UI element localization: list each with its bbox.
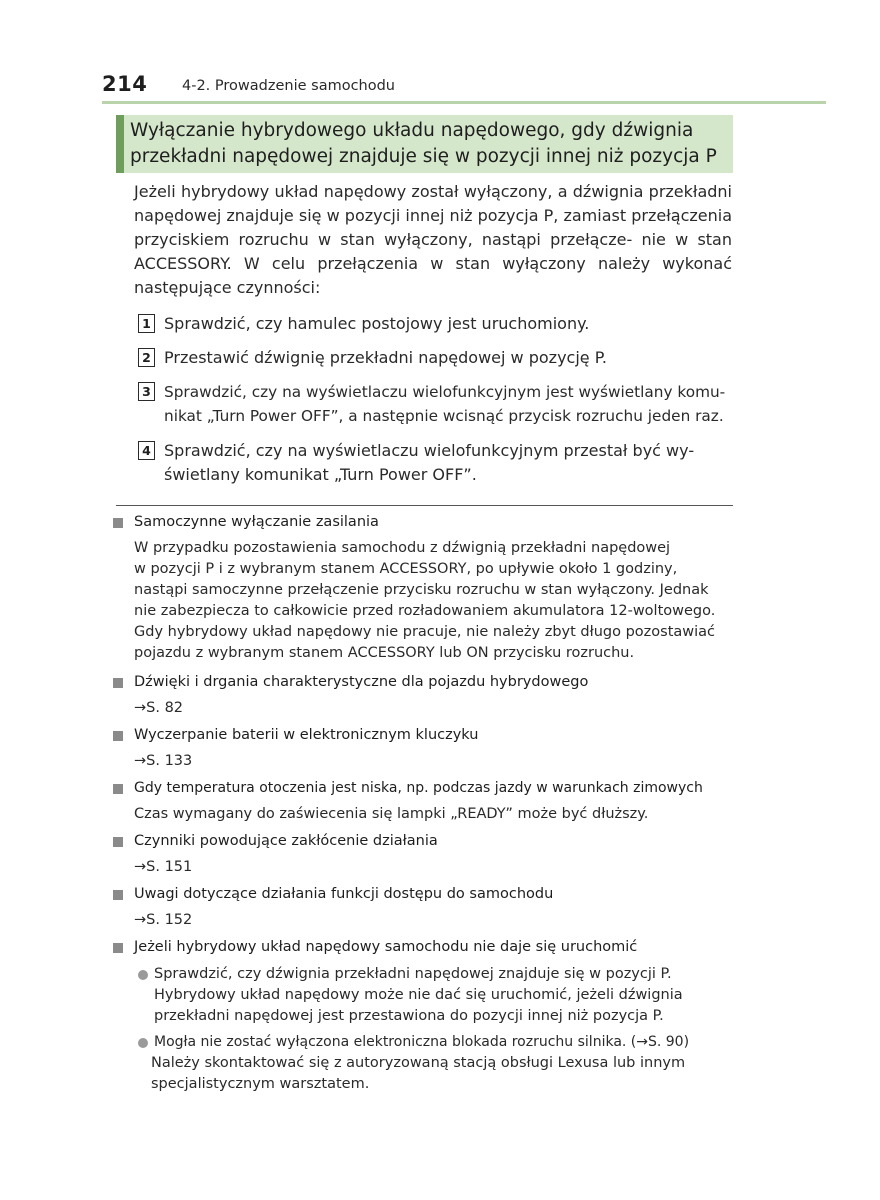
note-cold: [113, 778, 735, 825]
section-title-line-1: Wyłączanie hybrydowego układu napędowego, gdy dźwignia: [130, 120, 694, 141]
page-reference: →S. 151: [134, 859, 193, 875]
square-bullet-icon: [113, 678, 123, 688]
step-text: nikat „Turn Power OFF”, a następnie wcisnąć przycisk rozruchu jeden raz.: [164, 407, 724, 425]
step-text: Sprawdzić, czy na wyświetlaczu wielofunkcyjnym przestał być wy-: [164, 441, 695, 460]
bullet-line: Mogła nie zostać wyłączona elektroniczna blokada rozruchu silnika. (→S. 90): [154, 1034, 690, 1050]
step-3: [138, 380, 734, 428]
note-line: W przypadku pozostawienia samochodu z dźwignią przekładni napędowej: [134, 540, 671, 556]
square-bullet-icon: [113, 890, 123, 900]
chapter-title: 4-2. Prowadzenie samochodu: [182, 78, 395, 94]
square-bullet-icon: [113, 731, 123, 741]
intro-paragraph: Jeżeli hybrydowy układ napędowy został wyłączony, a dźwignia przekładni napędowej znajduje się w pozycji innej niż pozycja P, zamiast przełączenia przyciskiem rozruchu w stan wyłączony, nastąpi przełącze- nie w stan ACCESSORY. W celu przełączenia w stan wyłączony należy wykonać następujące czynności:: [134, 182, 732, 297]
step-number-box: 3: [138, 382, 155, 401]
note-line: Czas wymagany do zaświecenia się lampki „READY” może być dłuższy.: [134, 806, 649, 822]
square-bullet-icon: [113, 943, 123, 953]
note-line: Gdy hybrydowy układ napędowy nie pracuje, nie należy zbyt długo pozostawiać: [134, 624, 716, 640]
note-line: nie zabezpiecza to całkowicie przed rozładowaniem akumulatora 12-woltowego.: [134, 603, 716, 619]
round-bullet-icon: [138, 1038, 148, 1048]
note-heading: Jeżeli hybrydowy układ napędowy samochodu nie daje się uruchomić: [134, 939, 638, 955]
page-number: 214: [102, 72, 148, 96]
note-heading: Samoczynne wyłączanie zasilania: [134, 514, 379, 530]
step-2: [138, 346, 734, 370]
note-auto-off: [113, 512, 735, 664]
square-bullet-icon: [113, 784, 123, 794]
note-line: w pozycji P i z wybranym stanem ACCESSORY, po upływie około 1 godziny,: [134, 561, 678, 577]
note-interference: [113, 831, 735, 878]
section-title: [130, 118, 730, 170]
step-4: [138, 439, 734, 487]
step-number-box: 4: [138, 441, 155, 460]
bullet-item: [136, 964, 733, 1027]
step-text: Przestawić dźwignię przekładni napędowej w pozycję P.: [164, 348, 607, 367]
bullet-line: Hybrydowy układ napędowy może nie dać się uruchomić, jeżeli dźwignia: [154, 987, 683, 1003]
step-number-box: 1: [138, 314, 155, 333]
section-accent-bar: [116, 115, 124, 173]
bullet-line: specjalistycznym warsztatem.: [151, 1076, 370, 1092]
note-no-start: [113, 937, 735, 958]
bullet-line: przekładni napędowej jest przestawiona do pozycji innej niż pozycja P.: [154, 1008, 664, 1024]
bullet-line: Sprawdzić, czy dźwignia przekładni napędowej znajduje się w pozycji P.: [154, 966, 672, 982]
round-bullet-icon: [138, 970, 148, 980]
note-battery: [113, 725, 735, 772]
page-reference: →S. 82: [134, 700, 184, 716]
note-heading: Gdy temperatura otoczenia jest niska, np. podczas jazdy w warunkach zimowych: [134, 780, 703, 796]
note-heading: Uwagi dotyczące działania funkcji dostępu do samochodu: [134, 886, 554, 902]
bullet-line: Należy skontaktować się z autoryzowaną stacją obsługi Lexusa lub innym: [151, 1055, 686, 1071]
bullet-item: [136, 1032, 733, 1095]
step-text: świetlany komunikat „Turn Power OFF”.: [164, 465, 477, 484]
square-bullet-icon: [113, 837, 123, 847]
note-line: pojazdu z wybranym stanem ACCESSORY lub ON przycisku rozruchu.: [134, 645, 635, 661]
note-heading: Wyczerpanie baterii w elektronicznym kluczyku: [134, 727, 479, 743]
note-heading: Dźwięki i drgania charakterystyczne dla pojazdu hybrydowego: [134, 674, 589, 690]
step-text: Sprawdzić, czy na wyświetlaczu wielofunkcyjnym jest wyświetlany komu-: [164, 383, 726, 401]
step-text: Sprawdzić, czy hamulec postojowy jest uruchomiony.: [164, 314, 590, 333]
step-number-box: 2: [138, 348, 155, 367]
note-line: nastąpi samoczynne przełączenie przycisku rozruchu w stan wyłączony. Jednak: [134, 582, 709, 598]
note-access: [113, 884, 735, 931]
step-1: [138, 312, 734, 336]
page-reference: →S. 152: [134, 912, 193, 928]
note-sounds: [113, 672, 735, 719]
square-bullet-icon: [113, 518, 123, 528]
page-reference: →S. 133: [134, 753, 193, 769]
note-heading: Czynniki powodujące zakłócenie działania: [134, 833, 438, 849]
section-title-line-2: przekładni napędowej znajduje się w pozycji innej niż pozycja P: [130, 146, 717, 167]
header-rule: [102, 101, 826, 104]
section-divider: [116, 505, 733, 506]
